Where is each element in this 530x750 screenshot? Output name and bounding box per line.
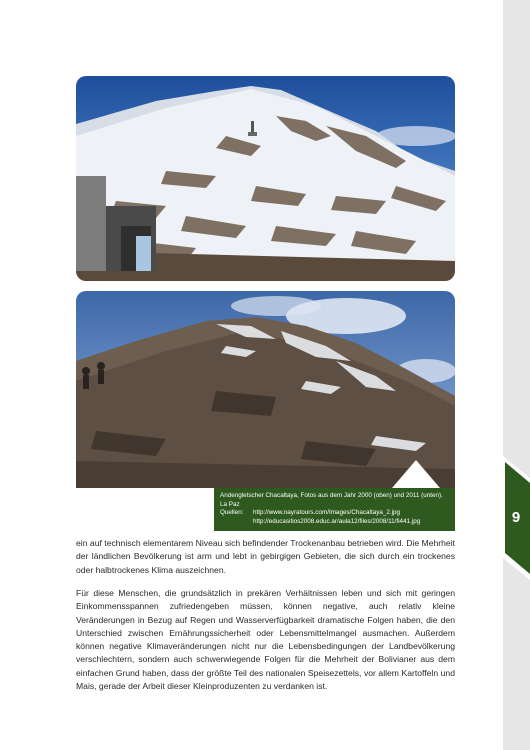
caption-source-link[interactable]: http://educasitios2008.educ.ar/aula12/files/2008/11/fi441.jpg [253,518,421,526]
caption-source-row [220,509,455,518]
caption-notch-white [392,460,440,488]
caption-location: La Paz [220,500,240,508]
photo-chacaltaya-2000 [76,76,455,281]
page-number: 9 [511,509,521,526]
caption-title: Andengletscher Chacaltaya, Fotos aus dem Jahr 2000 (oben) und 2011 (unten). [220,492,443,499]
caption-source-link[interactable]: http://www.nayratours.com/Images/Chacaltaya_2.jpg [253,509,400,517]
caption-source-row [220,518,455,527]
body-paragraph: ein auf technisch elementarem Niveau sich befindender Trockenanbau betrieben wird. Die Mehrheit der ländlichen Bevölkerung ist arm und lebt in gebirgigen Gebieten, die sich durch ein trockenes oder halbtrockenes Klima auszeichnen. [76,538,455,575]
caption-sources-label: Quellen: [220,509,244,517]
body-paragraph: Für diese Menschen, die grundsätzlich in prekären Verhältnissen leben und sich mit geringen Einkommensspannen zufriedengeben müssen, können negative, auch relativ kleine Veränderungen in Bezug auf Regen und Wasserverfügbarkeit dramatische Folgen haben, die den Unterschied zwischen Ernährungssicherheit oder Lebensmittelmangel ausmachen. Außerdem können negative Klimaveränderungen nicht nur die Lebensbedingungen der Landbevölkerung verschlechtern, sondern auch schwerwiegende Folgen für die Mehrheit der Bolivianer aus dem einfachen Grund haben, dass der größte Teil des nationalen Speisezettels, vor allem Kartoffeln und Mais, gerade der Arbeit dieser Kleinproduzenten zu verdanken ist. [76,588,455,692]
photo-caption [214,488,455,531]
photo-chacaltaya-2011 [76,291,455,488]
page-margin-strip [503,0,530,750]
